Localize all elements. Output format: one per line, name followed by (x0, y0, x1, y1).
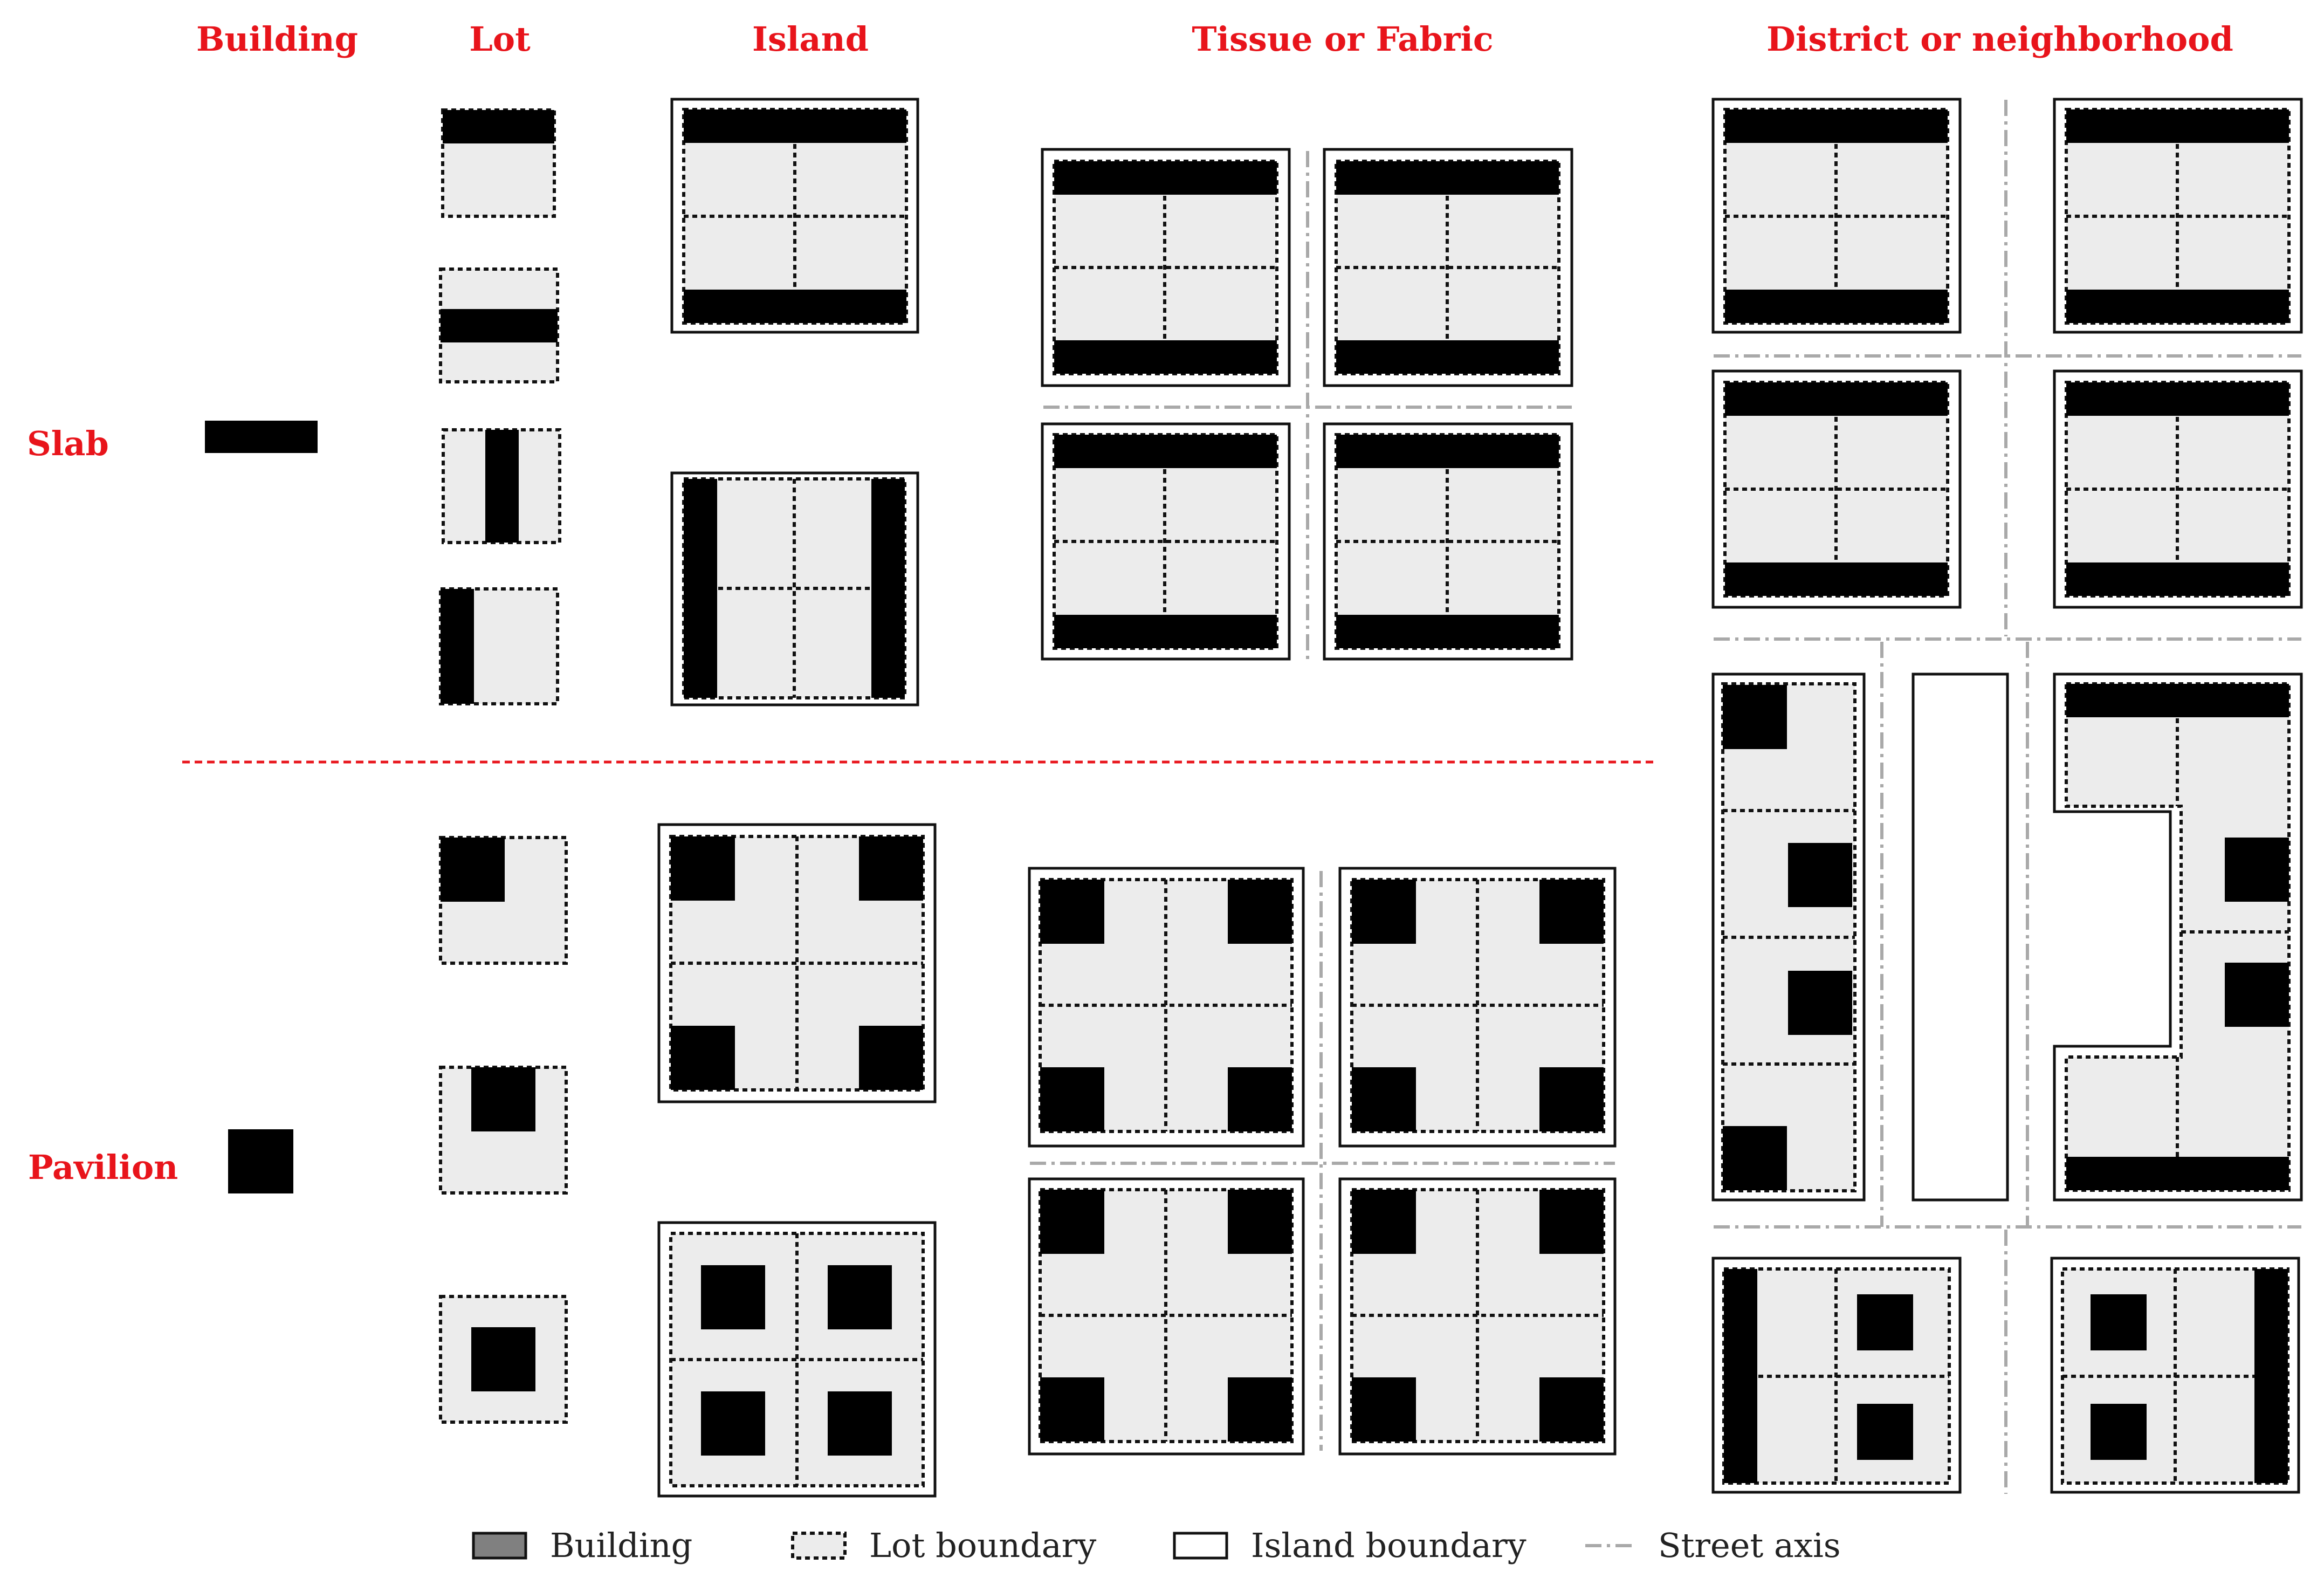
island-slab-horizontal (672, 99, 918, 332)
island-pavilion-corners (659, 825, 935, 1102)
legend-building-label: Building (550, 1526, 693, 1565)
tissue-pavilion (1029, 868, 1615, 1454)
island-slab-vertical (672, 473, 918, 705)
row-label-slab: Slab (27, 424, 109, 463)
legend-lot-swatch (793, 1533, 845, 1558)
slab-lot-top (443, 110, 554, 216)
header-district: District or neighborhood (1766, 19, 2233, 59)
pavilion-lot-center (441, 1296, 566, 1422)
pavilion-lot-corner (441, 838, 566, 963)
legend-building-swatch (473, 1533, 526, 1558)
legend-street-label: Street axis (1658, 1526, 1841, 1565)
district (1713, 99, 2301, 1494)
slab-building (205, 421, 318, 453)
slab-lot-left (441, 589, 558, 704)
pavilion-building (228, 1129, 293, 1193)
legend (473, 1526, 1841, 1565)
island-pavilion-centered (659, 1223, 935, 1496)
legend-lot-label: Lot boundary (869, 1526, 1097, 1565)
slab-lot-vertical (443, 430, 560, 543)
pavilion-lot-top-center (441, 1067, 566, 1193)
header-tissue: Tissue or Fabric (1192, 19, 1494, 59)
header-island: Island (752, 19, 869, 59)
header-building: Building (196, 19, 358, 59)
tissue-slab (1042, 149, 1572, 661)
header-lot: Lot (469, 19, 531, 59)
legend-island-label: Island boundary (1251, 1526, 1527, 1565)
row-label-pavilion: Pavilion (28, 1148, 178, 1187)
slab-lot-middle (441, 269, 558, 382)
legend-island-swatch (1174, 1533, 1227, 1558)
